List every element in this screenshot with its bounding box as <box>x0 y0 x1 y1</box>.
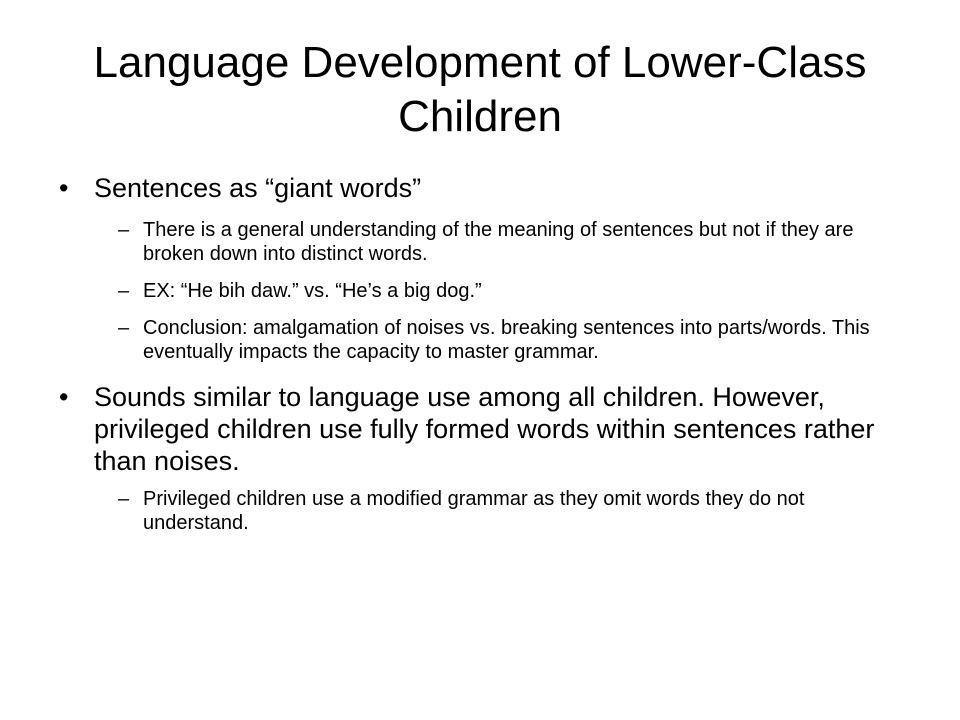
sub-bullet-example <box>118 279 898 303</box>
sub-bullet-text: There is a general understanding of the meaning of sentences but not if they are broken down into distinct words. <box>143 219 854 265</box>
dash-marker: – <box>118 219 130 241</box>
bullet-marker: • <box>59 173 69 203</box>
sub-bullet-text: Conclusion: amalgamation of noises vs. breaking sentences into parts/words. This eventually impacts the capacity to master grammar. <box>143 317 870 363</box>
slide-body <box>0 172 960 535</box>
bullet-marker: • <box>59 382 69 412</box>
bullet-text: Sounds similar to language use among all children. However, privileged children use fully formed words within sentences rather than noises. <box>94 382 875 476</box>
bullet-text: Sentences as “giant words” <box>94 173 422 203</box>
bullet-sounds-similar <box>59 381 884 477</box>
bullet-sentences-giant-words <box>59 172 884 204</box>
sub-bullet-text: EX: “He bih daw.” vs. “He’s a big dog.” <box>143 280 482 302</box>
dash-marker: – <box>118 488 130 510</box>
slide-title: Language Development of Lower-Class Children <box>93 38 867 141</box>
sub-bullet-conclusion <box>118 316 898 364</box>
dash-marker: – <box>118 280 130 302</box>
dash-marker: – <box>118 317 130 339</box>
sub-bullet-general-understanding <box>118 218 898 266</box>
sub-bullet-text: Privileged children use a modified grammar as they omit words they do not understand. <box>143 488 805 534</box>
sub-bullet-modified-grammar <box>118 487 898 535</box>
